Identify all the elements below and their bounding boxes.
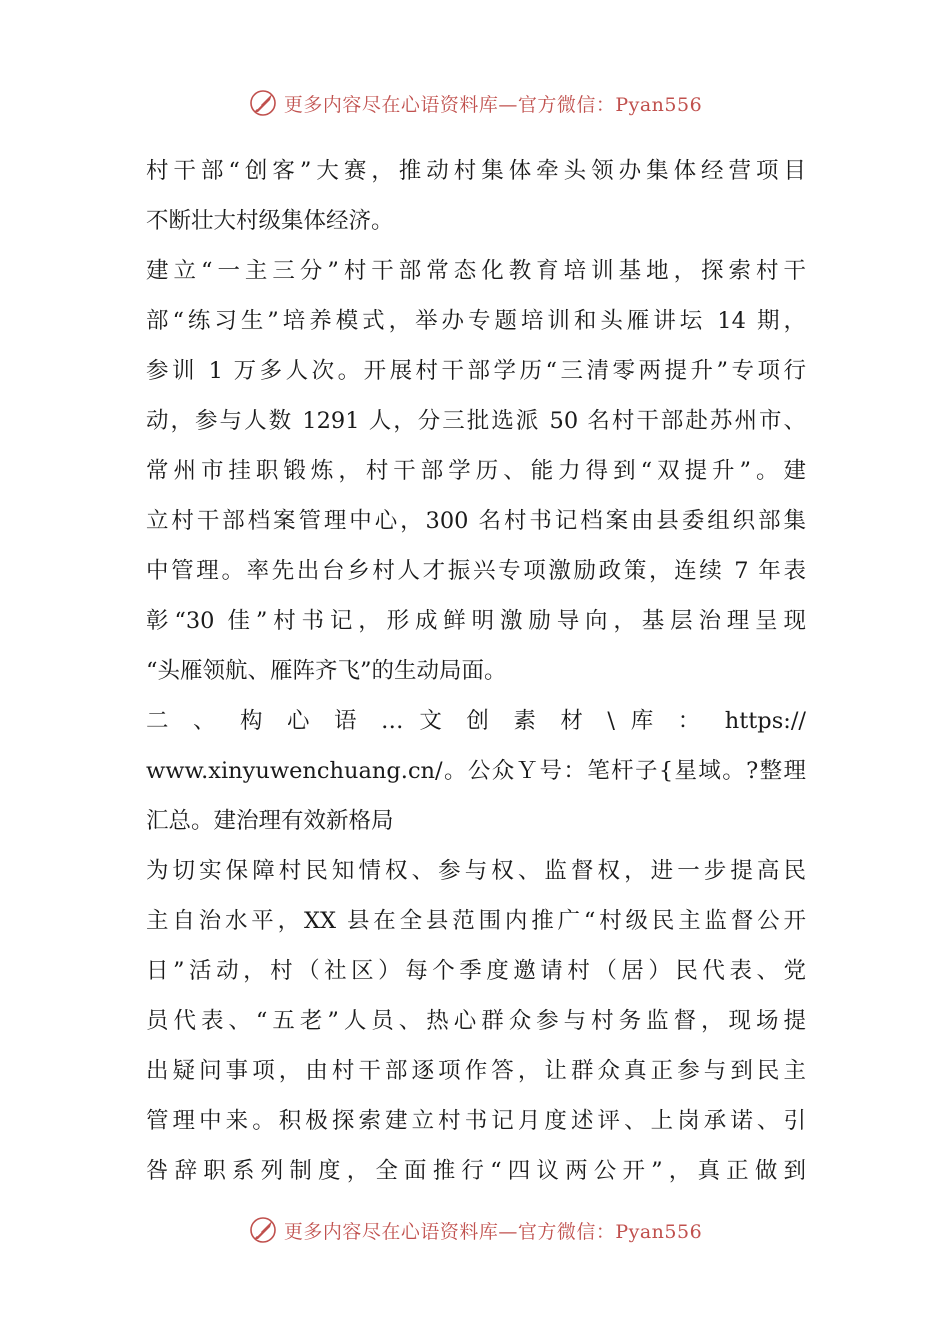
text-line: 为切实保障村民知情权、参与权、监督权，进一步提高民 — [146, 858, 806, 884]
text-line: 中管理。率先出台乡村人才振兴专项激励政策，连续 7 年表 — [146, 558, 806, 584]
text-line: 不断壮大村级集体经济。 — [146, 208, 394, 234]
header-banner-text: 更多内容尽在心语资料库—官方微信：Pyan556 — [283, 93, 703, 116]
pen-nib-logo-icon — [248, 1215, 278, 1245]
text-line: www.xinyuwenchuang.cn/。公众Ｙ号：笔杆子{星域。?整理 — [146, 758, 806, 784]
text-line: 参训 1 万多人次。开展村干部学历“三清零两提升”专项行 — [146, 358, 806, 384]
document-body — [146, 146, 806, 1196]
text-line: 主自治水平，XX 县在全县范围内推广“村级民主监督公开 — [146, 908, 806, 934]
text-line: 汇总。建治理有效新格局 — [146, 808, 394, 834]
header-banner — [0, 83, 950, 123]
text-line: 出疑问事项，由村干部逐项作答，让群众真正参与到民主 — [146, 1058, 806, 1084]
text-line: 常州市挂职锻炼，村干部学历、能力得到“双提升”。建 — [146, 458, 806, 484]
text-line: 彰“30 佳”村书记，形成鲜明激励导向，基层治理呈现 — [146, 608, 806, 634]
pen-nib-logo-icon — [248, 88, 278, 118]
text-line: 部“练习生”培养模式，举办专题培训和头雁讲坛 14 期， — [146, 308, 806, 334]
footer-banner — [0, 1210, 950, 1250]
text-line: 二 、 构 心 语 … 文 创 素 材 \ 库 ： https:// — [146, 708, 806, 734]
text-line: 村干部“创客”大赛，推动村集体牵头领办集体经营项目 — [146, 158, 806, 184]
text-line: 立村干部档案管理中心，300 名村书记档案由县委组织部集 — [146, 508, 806, 534]
text-line: “头雁领航、雁阵齐飞”的生动局面。 — [146, 658, 507, 684]
text-line: 动，参与人数 1291 人，分三批选派 50 名村干部赴苏州市、 — [146, 408, 806, 434]
text-line: 日”活动，村（社区）每个季度邀请村（居）民代表、党 — [146, 958, 806, 984]
footer-banner-text: 更多内容尽在心语资料库—官方微信：Pyan556 — [283, 1220, 703, 1243]
text-line: 员代表、“五老”人员、热心群众参与村务监督，现场提 — [146, 1008, 806, 1034]
text-line: 建立“一主三分”村干部常态化教育培训基地，探索村干 — [146, 258, 806, 284]
text-line: 咎辞职系列制度，全面推行“四议两公开”，真正做到 — [146, 1158, 806, 1184]
text-line: 管理中来。积极探索建立村书记月度述评、上岗承诺、引 — [146, 1108, 806, 1134]
